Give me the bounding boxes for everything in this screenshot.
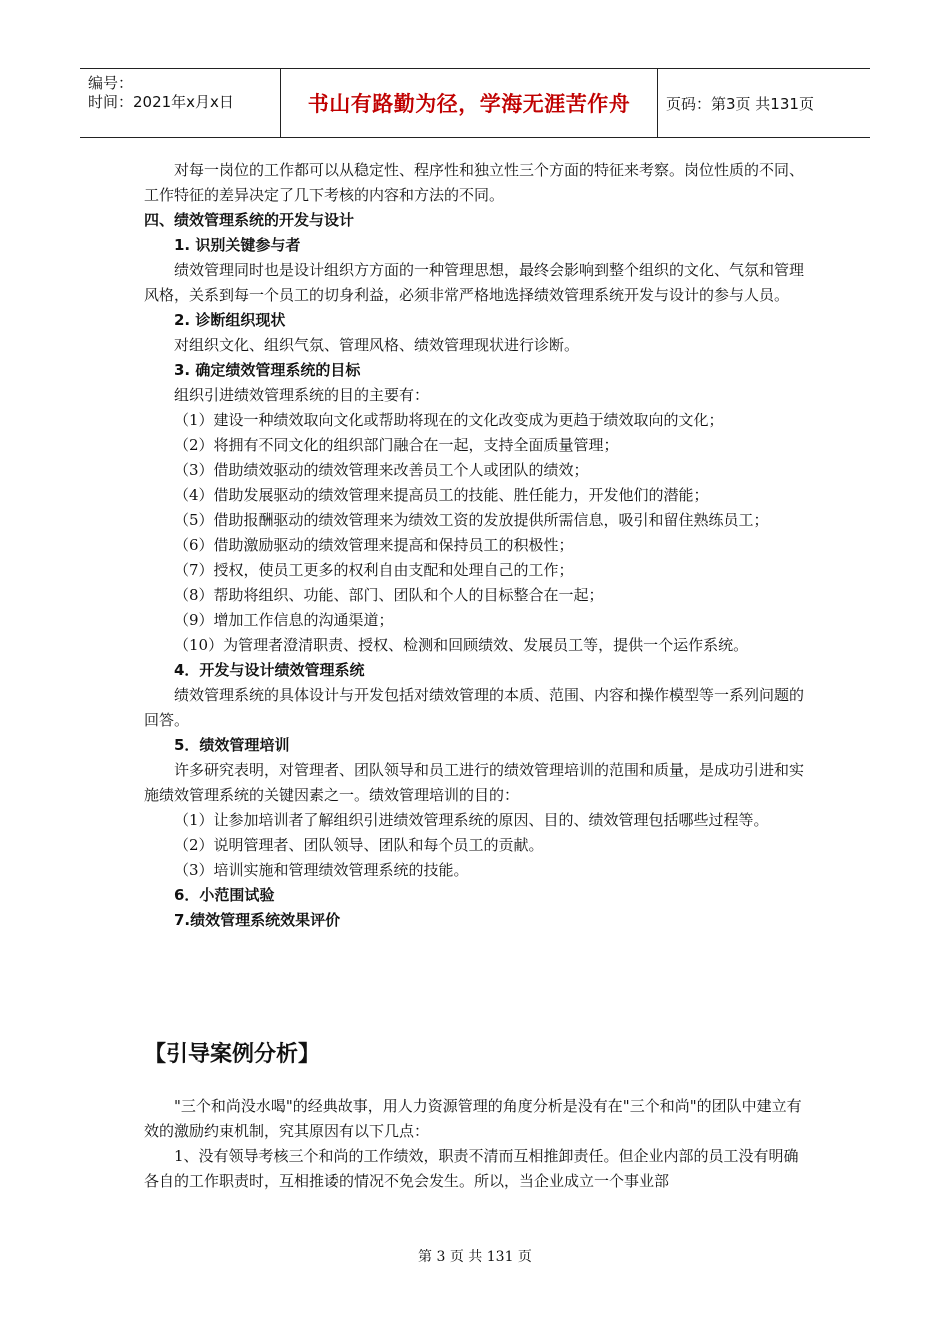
paragraph: （6）借助激励驱动的绩效管理来提高和保持员工的积极性； <box>174 536 574 554</box>
page-footer: 第 3 页 共 131 页 <box>418 1249 532 1265</box>
section-heading: 6．小范围试验 <box>174 886 275 904</box>
paragraph: （2）将拥有不同文化的组织部门融合在一起，支持全面质量管理； <box>174 436 619 454</box>
section-heading: 1. 识别关键参与者 <box>174 236 301 254</box>
header-motto: 书山有路勤为径，学海无涯苦作舟 <box>281 69 658 137</box>
paragraph: "三个和尚没水喝"的经典故事，用人力资源管理的角度分析是没有在"三个和尚"的团队中建立有效的激励约束机制，究其原因有以下几点： <box>144 1097 802 1140</box>
paragraph: （1）建设一种绩效取向文化或帮助将现在的文化改变成为更趋于绩效取向的文化； <box>174 411 724 429</box>
document-date: 时间：2021年x月x日 <box>88 93 234 111</box>
document-number-label: 编号： <box>88 74 134 92</box>
paragraph: （10）为管理者澄清职责、授权、检测和回顾绩效、发展员工等，提供一个运作系统。 <box>174 636 749 654</box>
paragraph: （7）授权，使员工更多的权利自由支配和处理自己的工作； <box>174 561 574 579</box>
header-meta-cell <box>80 69 281 137</box>
paragraph: 组织引进绩效管理系统的目的主要有： <box>174 386 430 404</box>
paragraph: （1）让参加培训者了解组织引进绩效管理系统的原因、目的、绩效管理包括哪些过程等。 <box>174 811 769 829</box>
paragraph: 1、没有领导考核三个和尚的工作绩效，职责不清而互相推卸责任。但企业内部的员工没有明确各自的工作职责时，互相推诿的情况不免会发生。所以，当企业成立一个事业部 <box>144 1147 799 1190</box>
section-title: 【引导案例分析】 <box>144 1042 321 1067</box>
section-heading: 4．开发与设计绩效管理系统 <box>174 661 365 679</box>
page-header <box>80 68 870 138</box>
section-heading: 四、绩效管理系统的开发与设计 <box>144 211 355 229</box>
case-analysis-body <box>144 1094 809 1194</box>
paragraph: 对组织文化、组织气氛、管理风格、绩效管理现状进行诊断。 <box>174 336 580 354</box>
paragraph: （3）培训实施和管理绩效管理系统的技能。 <box>174 861 469 879</box>
paragraph: 绩效管理系统的具体设计与开发包括对绩效管理的本质、范围、内容和操作模型等一系列问题的回答。 <box>144 686 805 729</box>
section-heading: 5．绩效管理培训 <box>174 736 290 754</box>
paragraph: （8）帮助将组织、功能、部门、团队和个人的目标整合在一起； <box>174 586 604 604</box>
paragraph: 对每一岗位的工作都可以从稳定性、程序性和独立性三个方面的特征来考察。岗位性质的不同、工作特征的差异决定了几下考核的内容和方法的不同。 <box>144 161 805 204</box>
paragraph: （3）借助绩效驱动的绩效管理来改善员工个人或团队的绩效； <box>174 461 589 479</box>
header-page-info: 页码：第3页 共131页 <box>666 94 814 113</box>
document-body <box>144 158 809 933</box>
section-heading: 3. 确定绩效管理系统的目标 <box>174 361 361 379</box>
paragraph: 绩效管理同时也是设计组织方方面的一种管理思想，最终会影响到整个组织的文化、气氛和管理风格，关系到每一个员工的切身利益，必须非常严格地选择绩效管理系统开发与设计的参与人员。 <box>144 261 805 304</box>
paragraph: 许多研究表明，对管理者、团队领导和员工进行的绩效管理培训的范围和质量，是成功引进和实施绩效管理系统的关键因素之一。绩效管理培训的目的： <box>144 761 805 804</box>
paragraph: （9）增加工作信息的沟通渠道； <box>174 611 394 629</box>
section-heading: 7.绩效管理系统效果评价 <box>174 911 341 929</box>
section-heading: 2. 诊断组织现状 <box>174 311 286 329</box>
paragraph: （5）借助报酬驱动的绩效管理来为绩效工资的发放提供所需信息，吸引和留住熟练员工； <box>174 511 769 529</box>
paragraph: （2）说明管理者、团队领导、团队和每个员工的贡献。 <box>174 836 544 854</box>
paragraph: （4）借助发展驱动的绩效管理来提高员工的技能、胜任能力，开发他们的潜能； <box>174 486 709 504</box>
